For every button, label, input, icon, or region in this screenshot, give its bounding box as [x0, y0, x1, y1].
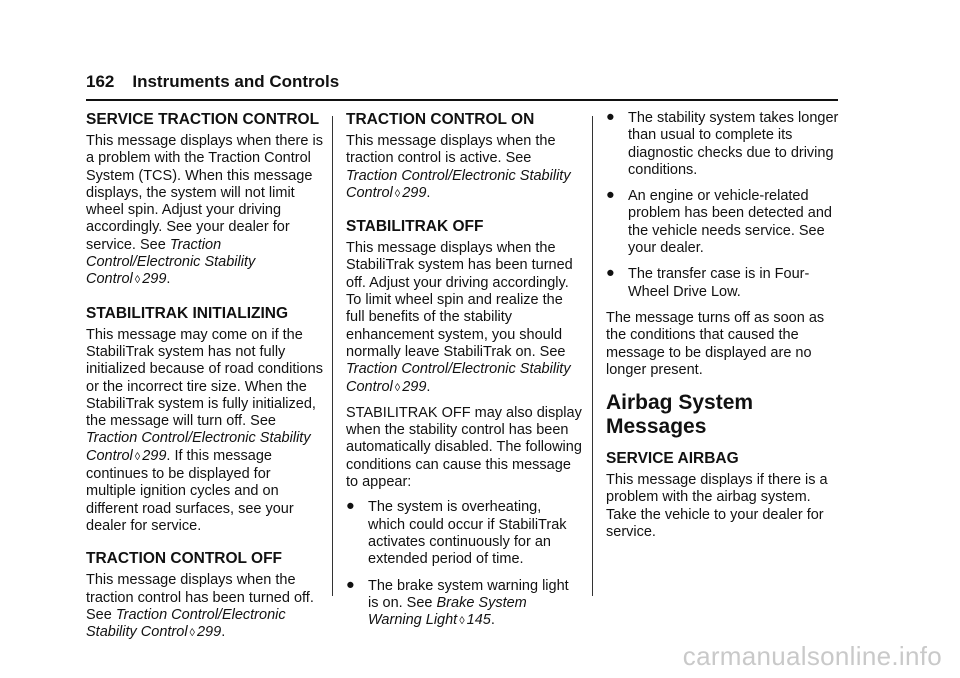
heading-stabilitrak-initializing: STABILITRAK INITIALIZING — [86, 304, 289, 322]
column-divider-1 — [332, 116, 333, 596]
list-item — [606, 110, 842, 179]
column-3 — [606, 110, 842, 549]
heading-airbag-system-messages: Airbag System Messages — [606, 391, 754, 439]
heading-traction-control-off: TRACTION CONTROL OFF — [86, 550, 283, 568]
bullet-icon: ● — [606, 109, 615, 125]
heading-traction-control-on: TRACTION CONTROL ON — [346, 111, 535, 128]
paragraph-traction-control-on: This message displays when the traction control is active. See Traction Control/Electronic Stability Control ◊ 299. — [346, 133, 571, 201]
list-item-text: The stability system takes longer than usual to complete its diagnostic checks due to driving conditions. — [628, 110, 839, 178]
page-ref-arrow-icon: ◊ — [134, 450, 141, 463]
heading-service-traction-control: SERVICE TRACTION CONTROL — [86, 111, 320, 128]
page-ref-arrow-icon: ◊ — [394, 381, 401, 394]
heading-stabilitrak-off: STABILITRAK OFF — [346, 218, 484, 236]
list-item — [606, 188, 842, 257]
paragraph-message-turns-off: The message turns off as soon as the conditions that caused the message to be displayed are no longer present. — [606, 309, 825, 378]
list-item — [346, 499, 582, 568]
page-ref-number[interactable]: 299 — [142, 447, 167, 464]
conditions-list-continued — [606, 110, 842, 301]
xref-traction-control-link[interactable]: Traction Control/Electronic Stability Control — [86, 430, 311, 464]
bullet-icon: ● — [606, 265, 615, 282]
column-divider-2 — [592, 116, 593, 596]
page-number: 162 — [86, 72, 115, 91]
page-ref-arrow-icon: ◊ — [189, 627, 195, 640]
xref-traction-control-link[interactable]: Traction Control/Electronic Stability Control — [86, 236, 256, 288]
paragraph-service-airbag: This message displays if there is a problem with the airbag system. Take the vehicle to your dealer for service. — [606, 472, 828, 541]
heading-service-airbag: SERVICE AIRBAG — [606, 450, 739, 468]
watermark: carmanualsonline.info — [682, 641, 942, 671]
paragraph-text: . If this message continues to be displayed for multiple ignition cycles and on different road surfaces, see your dealer for service. — [86, 447, 294, 534]
list-item: ● The brake system warning light is on. See Brake System Warning Light ◊ 145. — [346, 576, 569, 629]
conditions-list — [346, 499, 582, 630]
paragraph-text: This message may come on if the StabiliTrak system has not fully initialized because of road conditions or the incorrect tire size. When the StabiliTrak system is fully initialized, the message will turn off. See — [86, 326, 323, 430]
paragraph-stabilitrak-off: This message displays when the StabiliTrak system has been turned off. Adjust your driving accordingly. To limit wheel spin and realize the full benefits of the stability enhancement system, you should normally leave StabiliTrak on. See Traction Control/Electronic Stability Control ◊ 299. — [346, 240, 573, 395]
paragraph-text: This message displays when there is a problem with the Traction Control System (TCS). When this message displays, the system will not limit wheel spin. Adjust your driving accordingly. See your dealer for service. See — [86, 133, 323, 253]
paragraph-traction-control-off: This message displays when the traction control has been turned off. See Traction Control/Electronic Stability Control ◊ 299. — [86, 572, 314, 641]
page-header — [86, 72, 838, 92]
paragraph-text: This message displays when the traction control has been turned off. See — [86, 572, 314, 623]
list-item-text: The transfer case is in Four-Wheel Drive Low. — [628, 266, 810, 300]
xref-traction-control-link[interactable]: Traction Control/Electronic Stability Control — [86, 606, 286, 641]
page-ref-number[interactable]: 299 — [402, 378, 427, 395]
list-item-text: An engine or vehicle-related problem has been detected and the vehicle needs service. See your dealer. — [628, 188, 832, 257]
page-ref-number[interactable]: 299 — [196, 624, 222, 641]
paragraph-text: This message displays when the StabiliTrak system has been turned off. Adjust your driving accordingly. To limit wheel spin and realize the full benefits of the stability enhancement system, you should normally leave StabiliTrak on. See — [346, 240, 573, 360]
paragraph-stabilitrak-off-2: STABILITRAK OFF may also display when the stability control has been automatically disabled. The following conditions can cause this message to appear: — [346, 404, 582, 491]
paragraph-text: This message displays when the traction control is active. See — [346, 133, 556, 167]
page-ref-arrow-icon: ◊ — [459, 615, 465, 628]
page-ref-number[interactable]: 145 — [466, 612, 491, 629]
page-ref-arrow-icon: ◊ — [394, 187, 401, 200]
bullet-icon: ● — [346, 576, 355, 593]
xref-brake-warning-link[interactable]: Brake System Warning Light — [368, 594, 527, 629]
header-rule — [86, 99, 838, 101]
xref-traction-control-link[interactable]: Traction Control/Electronic Stability Control — [346, 167, 571, 201]
column-1 — [86, 110, 324, 650]
section-title: Instruments and Controls — [132, 72, 340, 91]
column-2 — [346, 110, 582, 639]
list-item — [606, 266, 842, 301]
bullet-icon: ● — [606, 187, 615, 204]
xref-traction-control-link[interactable]: Traction Control/Electronic Stability Control — [346, 361, 571, 395]
page-ref-number[interactable]: 299 — [402, 184, 427, 201]
bullet-icon: ● — [346, 498, 355, 515]
page-ref-arrow-icon: ◊ — [134, 274, 141, 287]
list-item-text: The brake system warning light is on. See — [368, 577, 569, 611]
list-item-text: The system is overheating, which could occur if StabiliTrak activates continuously for an extended period of time. — [368, 499, 567, 568]
paragraph-stabilitrak-initializing — [86, 327, 324, 536]
page-ref-number[interactable]: 299 — [142, 271, 167, 288]
paragraph-service-traction-control: This message displays when there is a problem with the Traction Control System (TCS). When this message displays, the system will not limit wheel spin. Adjust your driving accordingly. See your dealer for service. See Traction Control/Electronic Stability Control ◊ 299. — [86, 133, 323, 288]
